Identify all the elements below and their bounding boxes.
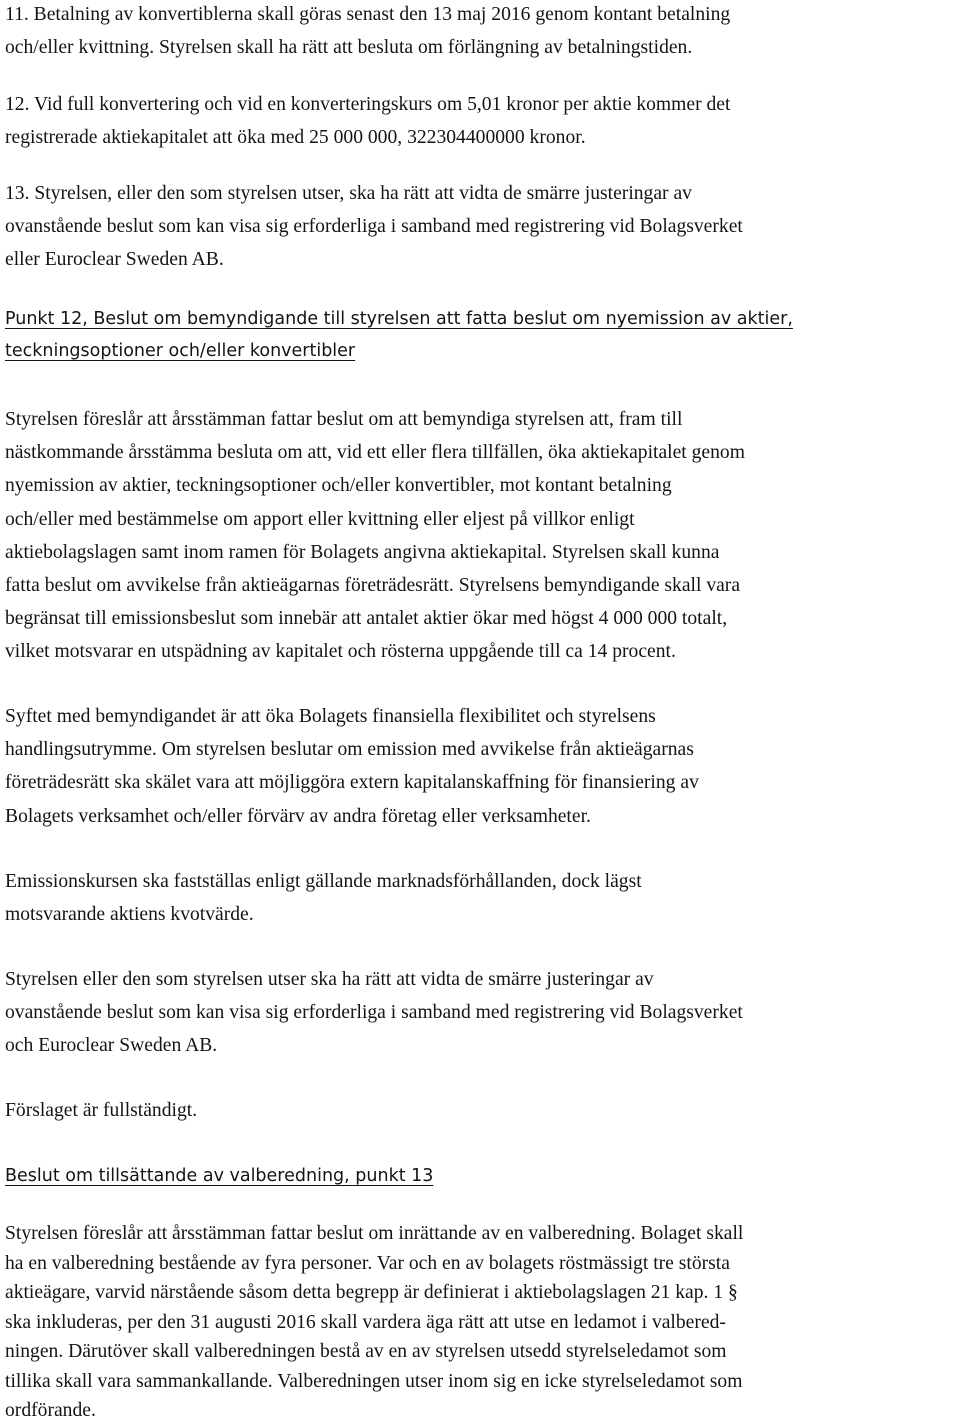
text-line: vilket motsvarar en utspädning av kapitalet och rösterna uppgående till ca 14 procent.: [5, 641, 676, 663]
text-line: Syftet med bemyndigandet är att öka Bolagets finansiella flexibilitet och styrelsens: [5, 706, 656, 727]
paragraph-purpose: [5, 700, 699, 833]
text-line: och Euroclear Sweden AB.: [5, 1035, 218, 1057]
text-line: ovanstående beslut som kan visa sig erforderliga i samband med registrering vid Bolagsverket: [5, 1002, 743, 1024]
text-line: handlingsutrymme. Om styrelsen beslutar om emission med avvikelse från aktieägarnas: [5, 739, 694, 761]
text-line: 13. Styrelsen, eller den som styrelsen utser, ska ha rätt att vidta de smärre justeringar av: [5, 183, 692, 204]
text-line: Bolagets verksamhet och/eller förvärv av andra företag eller verksamheter.: [5, 805, 591, 827]
text-line: Styrelsen eller den som styrelsen utser ska ha rätt att vidta de smärre justeringar av: [5, 969, 654, 990]
text-line: ha en valberedning bestående av fyra personer. Var och en av bolagets röstmässigt tre största: [5, 1252, 730, 1274]
text-line: och/eller kvittning. Styrelsen skall ha rätt att besluta om förlängning av betalningstiden.: [5, 37, 693, 59]
paragraph-nomination-committee: [5, 1219, 743, 1426]
paragraph-authorization-proposal: [5, 403, 745, 669]
text-line: registrerade aktiekapitalet att öka med 25 000 000, 322304400000 kronor.: [5, 127, 586, 149]
text-line: ska inkluderas, per den 31 augusti 2016 skall vardera äga rätt att utse en ledamot i valbered-: [5, 1311, 726, 1333]
paragraph-complete: [5, 1094, 197, 1127]
text-line: 12. Vid full konvertering och vid en konverteringskurs om 5,01 kronor per aktie kommer det: [5, 94, 731, 115]
text-line: ovanstående beslut som kan visa sig erforderliga i samband med registrering vid Bolagsverket: [5, 216, 743, 238]
text-line: aktiebolagslagen samt inom ramen för Bolagets angivna aktiekapital. Styrelsen skall kunna: [5, 541, 720, 563]
text-line: eller Euroclear Sweden AB.: [5, 249, 224, 271]
paragraph-12-conversion: [5, 88, 730, 154]
text-line: tillika skall vara sammankallande. Valberedningen utser inom sig en icke styrelseledamot som: [5, 1370, 743, 1392]
paragraph-adjustments: [5, 963, 743, 1063]
text-line: nyemission av aktier, teckningsoptioner och/eller konvertibler, mot kontant betalning: [5, 475, 672, 497]
paragraph-11-payment: [5, 0, 730, 64]
section-heading-punkt-12: [5, 303, 793, 368]
section-heading-punkt-13: [5, 1160, 433, 1192]
text-line: begränsat till emissionsbeslut som innebär att antalet aktier ökar med högst 4 000 000 totalt,: [5, 608, 728, 630]
text-line: aktieägare, varvid närstående såsom detta begrepp är definierat i aktiebolagslagen 21 kap. 1 §: [5, 1282, 738, 1303]
text-line: Emissionskursen ska fastställas enligt gällande marknadsförhållanden, dock lägst: [5, 871, 642, 892]
text-line: ordförande.: [5, 1400, 96, 1421]
heading-line: Punkt 12, Beslut om bemyndigande till styrelsen att fatta beslut om nyemission av aktier,: [5, 309, 793, 329]
text-line: Styrelsen föreslår att årsstämman fattar beslut om att bemyndiga styrelsen att, fram till: [5, 409, 683, 430]
text-line: och/eller med bestämmelse om apport eller kvittning eller eljest på villkor enligt: [5, 508, 635, 530]
text-line: 11. Betalning av konvertiblerna skall göras senast den 13 maj 2016 genom kontant betalning: [5, 4, 731, 25]
heading-line: Beslut om tillsättande av valberedning, punkt 13: [5, 1166, 434, 1186]
text-line: ningen. Därutöver skall valberedningen bestå av en av styrelsen utsedd styrelseledamot som: [5, 1341, 727, 1362]
text-line: motsvarande aktiens kvotvärde.: [5, 904, 254, 926]
paragraph-13-adjustments: [5, 177, 743, 277]
text-line: nästkommande årsstämma besluta om att, vid ett eller flera tillfällen, öka aktiekapitalet genom: [5, 442, 745, 464]
text-line: företrädesrätt ska skälet vara att möjliggöra extern kapitalanskaffning för finansiering av: [5, 772, 699, 794]
text-line: Styrelsen föreslår att årsstämman fattar beslut om inrättande av en valberedning. Bolaget skall: [5, 1223, 744, 1244]
text-line: fatta beslut om avvikelse från aktieägarnas företrädesrätt. Styrelsens bemyndigande skall vara: [5, 575, 741, 597]
text-line: Förslaget är fullständigt.: [5, 1100, 198, 1121]
paragraph-issue-price: [5, 865, 642, 931]
heading-line: teckningsoptioner och/eller konvertibler: [5, 341, 356, 362]
